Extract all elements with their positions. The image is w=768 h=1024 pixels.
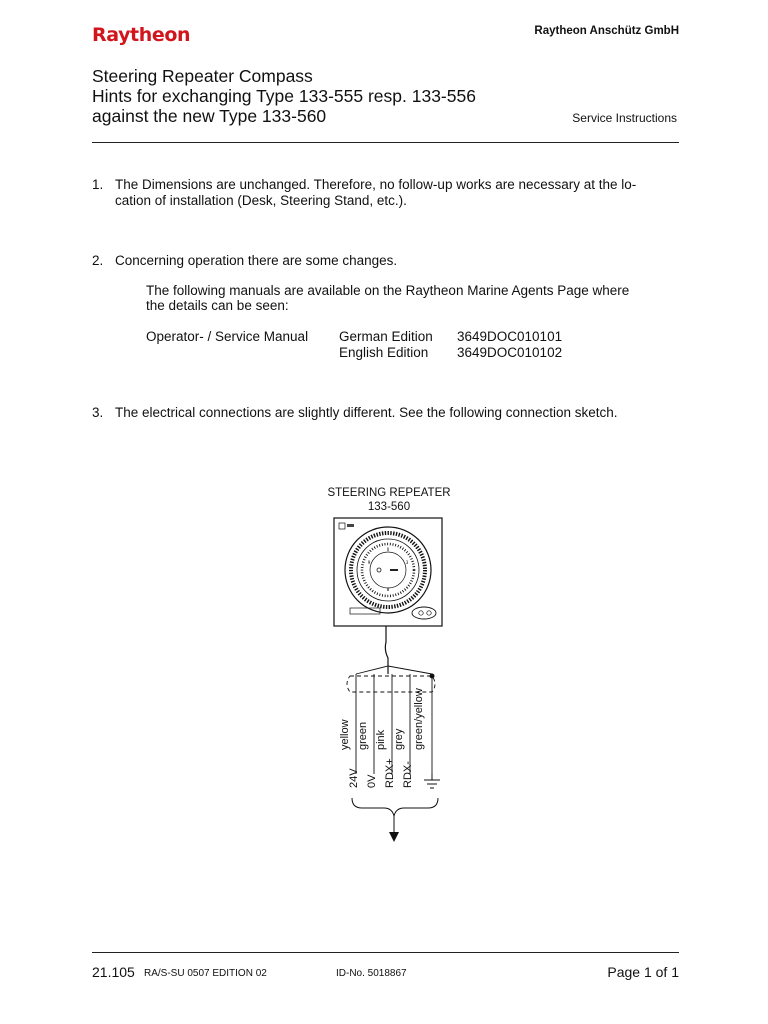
- title-line-1: Steering Repeater Compass: [92, 66, 313, 86]
- item-2-sub-line-2: the details can be seen:: [146, 298, 289, 313]
- company-name: Raytheon Anschütz GmbH: [534, 25, 679, 37]
- arrow-down-icon: [389, 832, 399, 842]
- footer-edition: RA/S-SU 0507 EDITION 02: [144, 968, 267, 979]
- item-2-number: 2.: [92, 253, 104, 268]
- wire-color-green: green: [357, 721, 369, 750]
- footer-page-number: Page 1 of 1: [607, 964, 679, 980]
- wire-color-green-yellow: green/yellow: [413, 688, 425, 750]
- connection-sketch: [300, 512, 480, 852]
- item-2-text: Concerning operation there are some changes.: [115, 253, 398, 268]
- footer-id-number: ID-No. 5018867: [336, 968, 407, 979]
- repeater-instrument: [334, 518, 442, 626]
- signal-0v: 0V: [366, 774, 378, 788]
- cable-bundle: [347, 626, 435, 692]
- svg-text:3: 3: [405, 560, 409, 565]
- signal-rdx-plus: RDX+: [384, 758, 396, 788]
- title-line-3: against the new Type 133-560: [92, 106, 327, 126]
- wire-color-grey: grey: [393, 728, 405, 750]
- raytheon-logo: Raytheon: [92, 24, 191, 46]
- item-1-number: 1.: [92, 177, 104, 192]
- item-2-sub-line-1: The following manuals are available on the Raytheon Marine Agents Page where: [146, 283, 630, 298]
- svg-text:8: 8: [386, 587, 390, 592]
- signal-24v: 24V: [348, 768, 360, 788]
- svg-text:0: 0: [386, 547, 390, 552]
- item-1-line-1: The Dimensions are unchanged. Therefore, no follow-up works are necessary at the lo-: [115, 177, 637, 192]
- footer-divider: [92, 952, 679, 953]
- svg-text:9: 9: [367, 560, 371, 565]
- item-3-number: 3.: [92, 405, 104, 420]
- doc-number-english: 3649DOC010102: [457, 345, 563, 360]
- item-1-line-2: cation of installation (Desk, Steering Stand, etc.).: [115, 193, 407, 208]
- output-brace: [352, 798, 438, 834]
- item-3-text: The electrical connections are slightly different. See the following connection sketch.: [115, 405, 618, 420]
- edition-english: English Edition: [339, 345, 429, 360]
- document-type: Service Instructions: [572, 111, 677, 125]
- ground-icon: [424, 774, 440, 788]
- footer-page-code: 21.105: [92, 964, 135, 980]
- wire-color-yellow: yellow: [339, 719, 351, 750]
- manual-label: Operator- / Service Manual: [146, 329, 309, 344]
- diagram-title: STEERING REPEATER: [327, 487, 451, 499]
- title-line-2: Hints for exchanging Type 133-555 resp. 133-556: [92, 86, 476, 106]
- header-divider: [92, 142, 679, 143]
- diagram-model: 133-560: [367, 501, 411, 513]
- edition-german: German Edition: [339, 329, 433, 344]
- signal-rdx-minus: RDX-: [402, 761, 414, 788]
- doc-number-german: 3649DOC010101: [457, 329, 563, 344]
- wire-color-pink: pink: [375, 729, 387, 750]
